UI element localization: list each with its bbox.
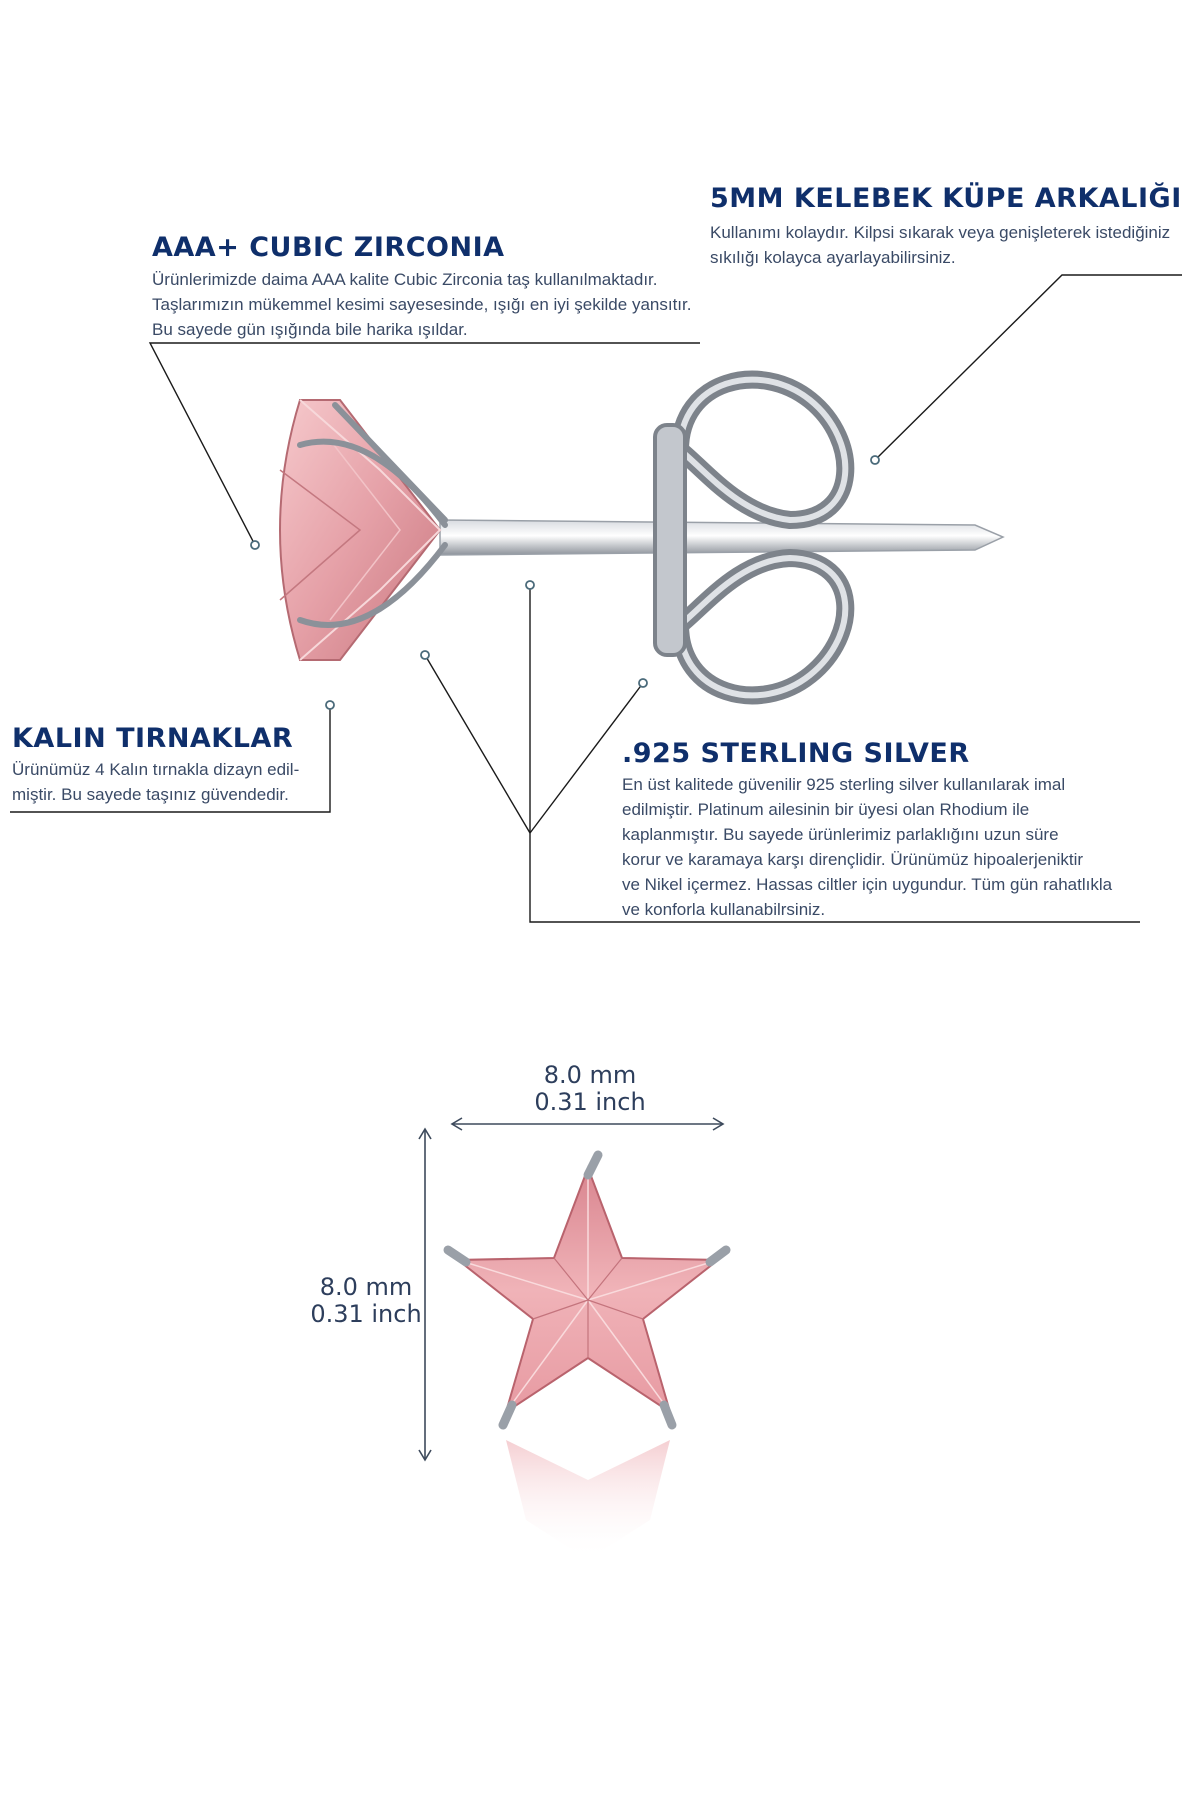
- width-dimension-label: [510, 1062, 670, 1116]
- width-mm: 8.0 mm: [543, 1061, 637, 1089]
- silver-line: korur ve karamaya karşı dirençlidir. Ürünümüz hipoalerjeniktir: [622, 850, 1084, 869]
- backing-title: 5MM KELEBEK KÜPE ARKALIĞI: [710, 183, 1182, 214]
- star-reflection: [506, 1440, 670, 1560]
- prongs-title: KALIN TIRNAKLAR: [12, 723, 294, 754]
- height-inch: 0.31 inch: [310, 1300, 422, 1328]
- backing-line: Kullanımı kolaydır. Kilpsi sıkarak veya genişleterek istediğiniz: [710, 223, 1171, 242]
- prongs-line: miştir. Bu sayede taşınız güvendedir.: [12, 785, 289, 804]
- zirconia-line: Taşlarımızın mükemmel kesimi sayesesinde, ışığı en iyi şekilde yansıtır.: [152, 295, 692, 314]
- earring-post: [440, 520, 1003, 555]
- silver-line: kaplanmıştır. Bu sayede ürünlerimiz parlaklığını uzun süre: [622, 825, 1059, 844]
- width-dimension-arrow: [452, 1118, 723, 1130]
- height-mm: 8.0 mm: [319, 1273, 413, 1301]
- silver-line: ve konforla kullanabilrsiniz.: [622, 900, 826, 919]
- silver-title: .925 STERLING SILVER: [622, 738, 970, 769]
- silver-line: En üst kalitede güvenilir 925 sterling silver kullanılarak imal: [622, 775, 1066, 794]
- silver-line: ve Nikel içermez. Hassas ciltler için uygundur. Tüm gün rahatlıkla: [622, 875, 1113, 894]
- backing-line: sıkılığı kolayca ayarlayabilirsiniz.: [710, 248, 956, 267]
- zirconia-line: Ürünlerimizde daima AAA kalite Cubic Zirconia taş kullanılmaktadır.: [152, 270, 658, 289]
- zirconia-title: AAA+ CUBIC ZIRCONIA: [152, 232, 505, 263]
- prongs-line: Ürünümüz 4 Kalın tırnakla dizayn edil-: [12, 760, 300, 779]
- silver-line: edilmiştir. Platinum ailesinin bir üyesi olan Rhodium ile: [622, 800, 1030, 819]
- silver-description: [622, 772, 1112, 922]
- prongs-description: [12, 757, 299, 807]
- zirconia-description: [152, 267, 691, 342]
- backing-description: [710, 220, 1170, 270]
- width-inch: 0.31 inch: [534, 1088, 646, 1116]
- star-stone: [458, 1168, 718, 1412]
- height-dimension-label: [296, 1274, 436, 1328]
- zirconia-line: Bu sayede gün ışığında bile harika ışıldar.: [152, 320, 468, 339]
